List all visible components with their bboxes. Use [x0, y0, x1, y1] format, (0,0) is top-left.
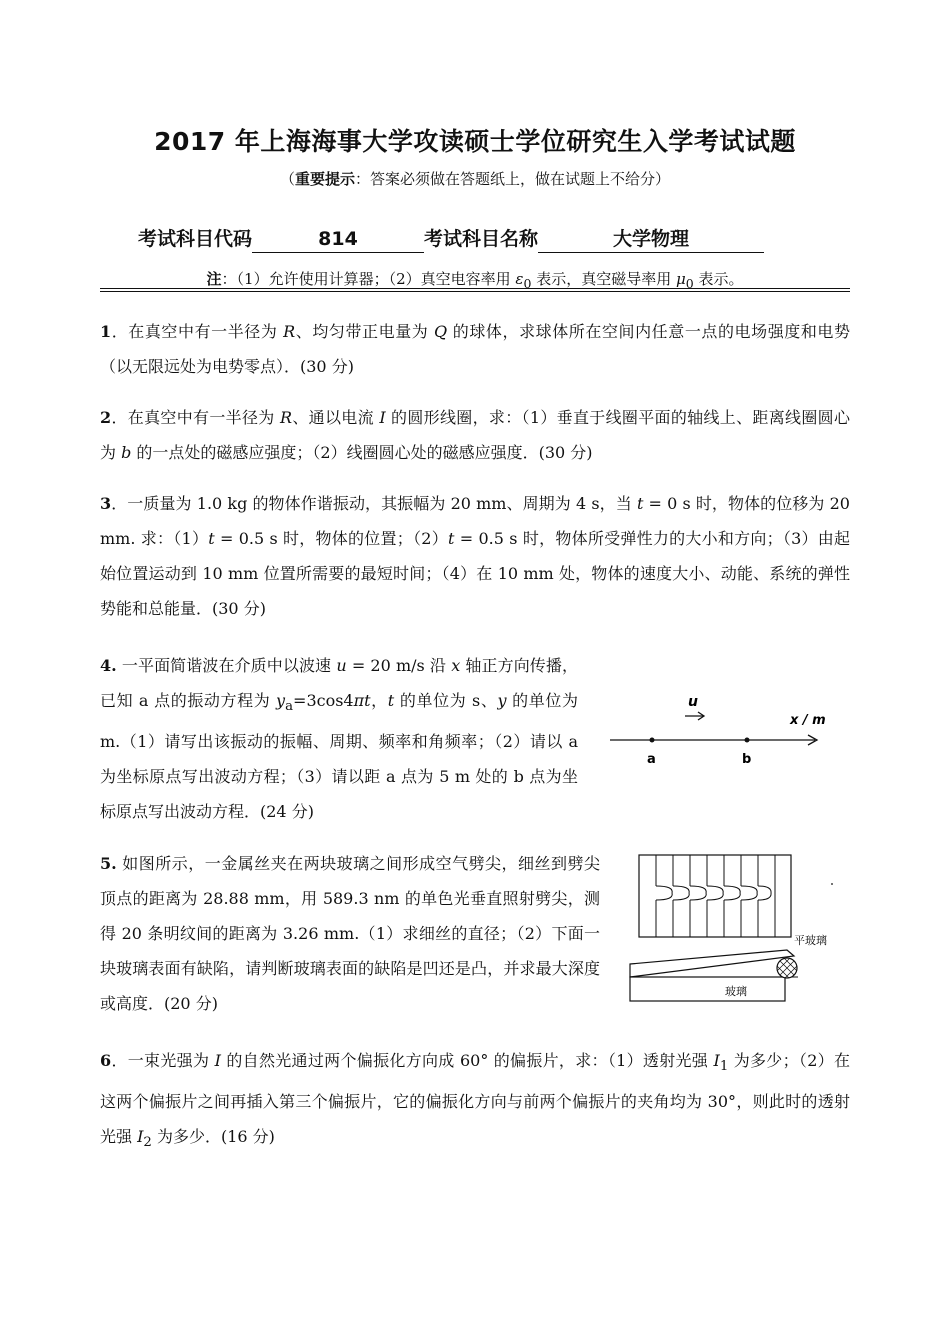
fringe-pattern-frame: [639, 855, 791, 937]
point-a-marker: [650, 738, 655, 743]
glass-label: 玻璃: [725, 985, 747, 998]
subject-name-label: 考试科目名称: [424, 228, 539, 250]
subject-line: [138, 224, 764, 253]
flat-glass-label: 平玻璃: [794, 934, 827, 947]
fringe-lines: [656, 855, 775, 937]
upper-flat-glass: [630, 950, 794, 977]
point-b-marker: [745, 738, 750, 743]
exam-hint: （重要提示：答案必须做在答题纸上，做在试题上不给分）: [279, 170, 671, 188]
question-6: 6．一束光强为 I 的自然光通过两个偏振化方向成 60° 的偏振片，求：（1）透射光强 $I_1$ 为多少；（2）在这两个偏振片之间再插入第三个偏振片，它的偏振化方向与前两个偏振片的夹角均为 30°，则此时的透射光强 $I_2$ 为多少．(16 分): [100, 1051, 850, 1151]
question-3: 3．一质量为 1.0 kg 的物体作谐振动，其振幅为 20 mm、周期为 4 s，当 t = 0 s 时，物体的位移为 20 mm. 求：（1）t = 0.5 s 时，物体的位置；（2）t = 0.5 s 时，物体所受弹性力的大小和方向；（3）由起始位置运动到 10 mm 位置所需要的最短时间；（4）在 10 mm 处，物体的速度大小、动能、系统的弹性势能和总能量．(30 分): [100, 494, 851, 618]
exam-title: 2017 年上海海事大学攻读硕士学位研究生入学考试试题: [154, 127, 796, 156]
exam-note: 注：（1）允许使用计算器；（2）真空电容率用 $\varepsilon_0$ 表示，真空磁导率用 $\mu_0$ 表示。: [206, 270, 744, 291]
question-1: 1．在真空中有一半径为 R、均匀带正电量为 Q 的球体，求球体所在空间内任意一点的电场强度和电势（以无限远处为电势零点）．(30 分): [100, 322, 850, 376]
point-b-label: b: [742, 752, 752, 767]
speck-dot: [831, 883, 833, 885]
wedge-figure: [622, 852, 847, 1012]
wave-axis-label: x / m: [790, 713, 826, 728]
wave-figure: [600, 690, 850, 780]
subject-name-value: 大学物理: [538, 226, 764, 253]
question-2: 2．在真空中有一半径为 R、通以电流 I 的圆形线圈，求：（1）垂直于线圈平面的轴线上、距离线圈圆心为 b 的一点处的磁感应强度；（2）线圈圆心处的磁感应强度．(30 分): [100, 408, 850, 462]
subject-code-label: 考试科目代码: [138, 228, 253, 250]
header-divider: [100, 288, 850, 289]
subject-code-value: 814: [252, 226, 424, 253]
wave-u-label: u: [688, 694, 698, 710]
lower-glass: [630, 977, 785, 1001]
question-5: 5. 如图所示，一金属丝夹在两块玻璃之间形成空气劈尖，细丝到劈尖顶点的距离为 28.88 mm，用 589.3 nm 的单色光垂直照射劈尖，测得 20 条明纹间的距离为 3.26 mm.（1）求细丝的直径；（2）下面一块玻璃表面有缺陷，请判断玻璃表面的缺陷是凹还是凸，并求最大深度或高度．(20 分): [100, 854, 600, 1013]
point-a-label: a: [647, 752, 656, 767]
question-4: 4. 一平面简谐波在介质中以波速 u = 20 m/s 沿 x 轴正方向传播，已知 a 点的振动方程为 $y_a=3\cos 4\pi t$，t 的单位为 s、y 的单位为 m.（1）请写出该振动的振幅、周期、频率和角频率；（2）请以 a 为坐标原点写出波动方程；（3）请以距 a 点为 5 m 处的 b 点为坐标原点写出波动方程．(24 分): [100, 656, 578, 822]
header-divider-2: [100, 291, 850, 292]
